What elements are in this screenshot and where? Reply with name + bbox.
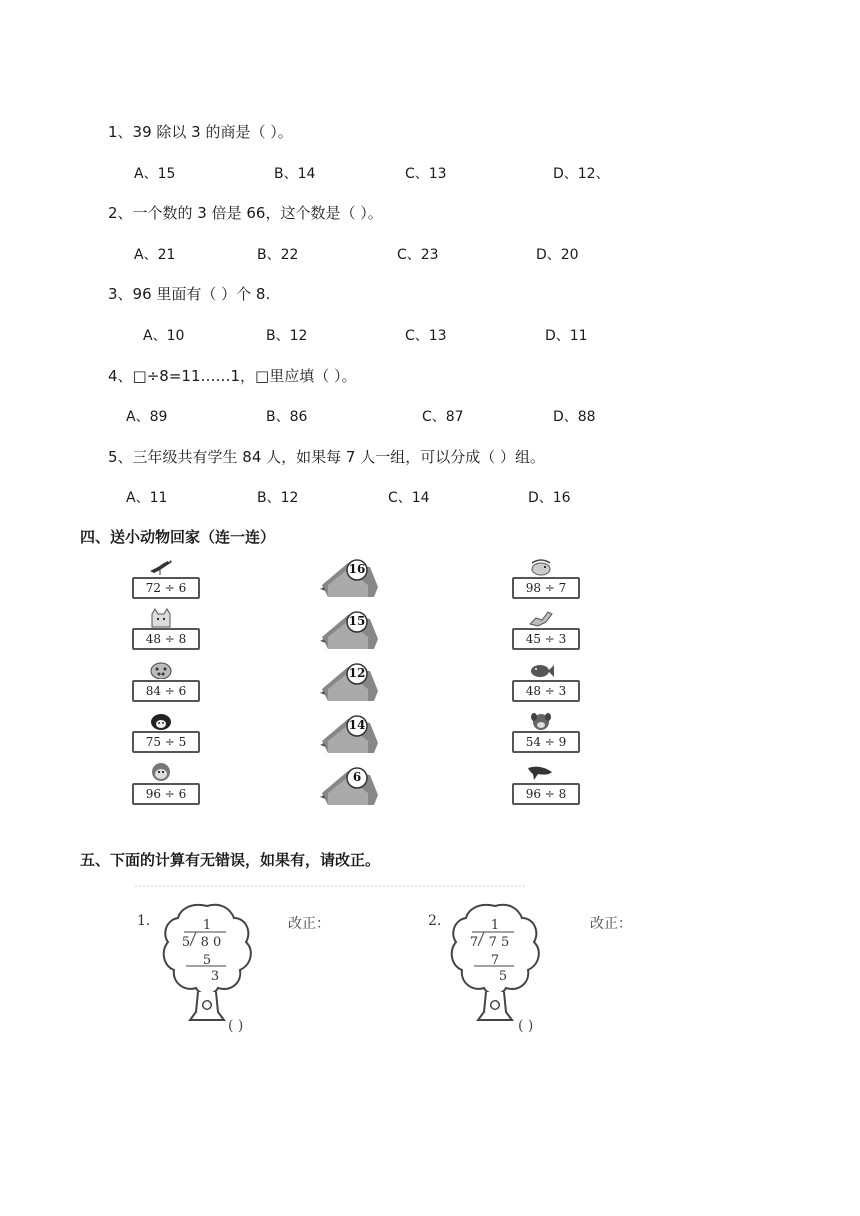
house-number: 16 [348, 562, 366, 576]
correction-label: 改正： [590, 916, 632, 932]
house-target[interactable] [318, 661, 382, 705]
bird-icon [148, 557, 174, 577]
subtrahend: 5 [202, 953, 212, 968]
house-target[interactable] [318, 609, 382, 653]
section-5-title: 五、下面的计算有无错误，如果有，请改正。 [80, 851, 381, 869]
dog-icon [528, 711, 554, 731]
option-a: A、11 [126, 490, 168, 506]
dividend: 8 0 [200, 935, 222, 950]
bird-icon [528, 608, 554, 628]
quotient: 1 [490, 918, 500, 933]
option-d: D、12、 [553, 166, 610, 182]
dividend: 7 5 [488, 935, 510, 950]
dolphin-icon [528, 762, 554, 782]
expression-card[interactable]: 75 ÷ 5 [132, 731, 200, 753]
cat-icon [148, 608, 174, 628]
house-number: 12 [348, 666, 366, 680]
question-text: 4、□÷8=11……1，□里应填（ ）。 [108, 367, 357, 385]
option-b: B、12 [266, 328, 308, 344]
house-target[interactable] [318, 713, 382, 757]
correction-label: 改正： [288, 916, 330, 932]
house-number: 14 [348, 718, 366, 732]
option-b: B、12 [257, 490, 299, 506]
answer-parentheses[interactable]: ( ) [228, 1018, 244, 1034]
divider [135, 884, 525, 888]
ladybug-icon [148, 659, 174, 679]
expression-card[interactable]: 45 ÷ 3 [512, 628, 580, 650]
expression-card[interactable]: 48 ÷ 8 [132, 628, 200, 650]
expression-card[interactable]: 54 ÷ 9 [512, 731, 580, 753]
answer-parentheses[interactable]: ( ) [518, 1018, 534, 1034]
section-4-title: 四、送小动物回家（连一连） [80, 528, 276, 546]
option-a: A、89 [126, 409, 168, 425]
fish-icon [528, 659, 554, 679]
house-number: 6 [352, 770, 362, 784]
option-c: C、13 [405, 328, 447, 344]
option-c: C、87 [422, 409, 464, 425]
option-d: D、16 [528, 490, 571, 506]
chick-icon [528, 557, 554, 577]
question-text: 3、96 里面有（ ）个 8. [108, 285, 271, 303]
option-c: C、23 [397, 247, 439, 263]
question-text: 1、39 除以 3 的商是（ ）。 [108, 123, 293, 141]
option-c: C、14 [388, 490, 430, 506]
hedgehog-icon [148, 711, 174, 731]
problem-number: 2. [428, 913, 442, 929]
option-a: A、21 [134, 247, 176, 263]
expression-card[interactable]: 48 ÷ 3 [512, 680, 580, 702]
subtrahend: 7 [490, 953, 500, 968]
option-d: D、88 [553, 409, 596, 425]
expression-card[interactable]: 98 ÷ 7 [512, 577, 580, 599]
monkey-icon [148, 762, 174, 782]
expression-card[interactable]: 96 ÷ 6 [132, 783, 200, 805]
option-a: A、10 [143, 328, 185, 344]
remainder: 3 [210, 969, 220, 984]
expression-card[interactable]: 84 ÷ 6 [132, 680, 200, 702]
house-target[interactable] [318, 557, 382, 601]
expression-card[interactable]: 72 ÷ 6 [132, 577, 200, 599]
option-d: D、11 [545, 328, 588, 344]
option-b: B、86 [266, 409, 308, 425]
option-b: B、14 [274, 166, 316, 182]
option-b: B、22 [257, 247, 299, 263]
expression-card[interactable]: 96 ÷ 8 [512, 783, 580, 805]
option-a: A、15 [134, 166, 176, 182]
divisor: 7 [469, 935, 479, 950]
quotient: 1 [202, 918, 212, 933]
house-target[interactable] [318, 765, 382, 809]
question-text: 2、一个数的 3 倍是 66，这个数是（ ）。 [108, 204, 383, 222]
option-c: C、13 [405, 166, 447, 182]
house-number: 15 [348, 614, 366, 628]
problem-number: 1. [137, 913, 151, 929]
remainder: 5 [498, 969, 508, 984]
question-text: 5、三年级共有学生 84 人，如果每 7 人一组，可以分成（ ）组。 [108, 448, 546, 466]
option-d: D、20 [536, 247, 579, 263]
divisor: 5 [181, 935, 191, 950]
